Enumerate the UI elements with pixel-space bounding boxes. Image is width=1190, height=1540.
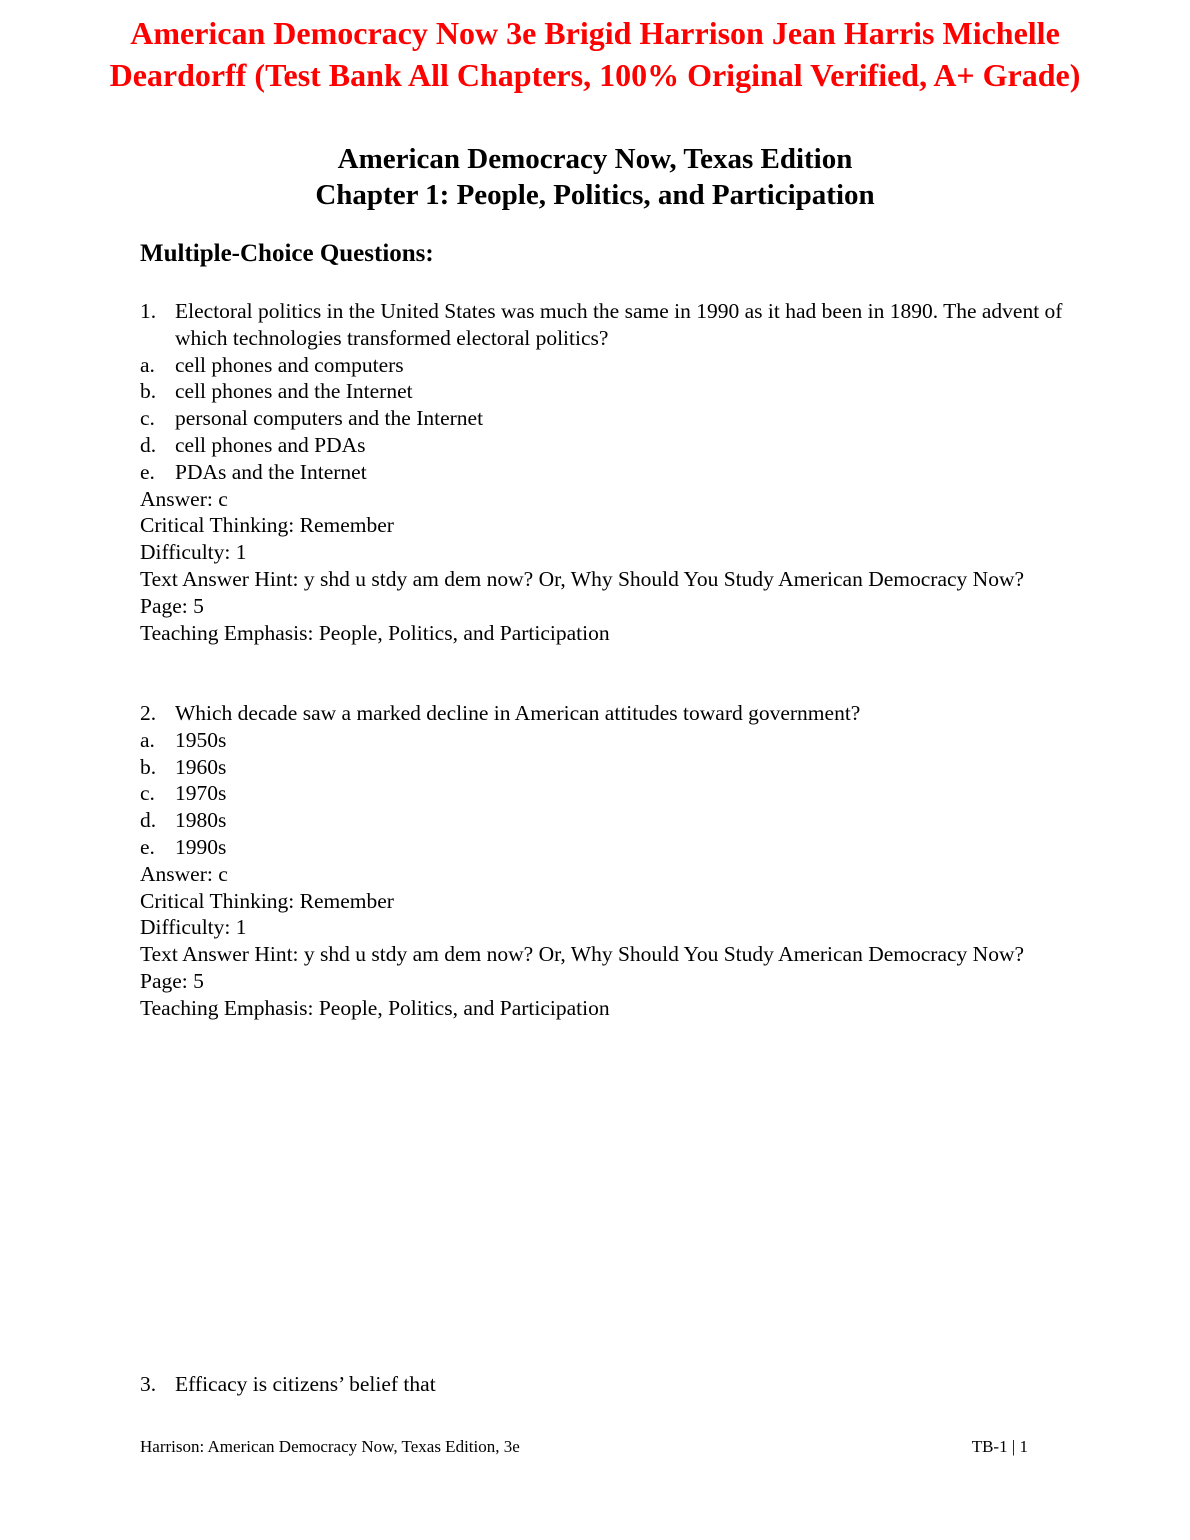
question-number: 3. [140, 1372, 157, 1396]
question-text: Electoral politics in the United States was much the same in 1990 as it had been in 1890. The advent of which technologies transformed electoral politics? [175, 299, 1063, 350]
answer: Answer: c [140, 486, 228, 511]
page-reference: Page: 5 [140, 593, 204, 618]
question-3 [140, 1371, 1070, 1398]
option-letter: c. [140, 406, 155, 431]
text-answer-hint: Text Answer Hint: y shd u stdy am dem now? Or, Why Should You Study American Democracy Now? [140, 942, 1025, 967]
teaching-emphasis: Teaching Emphasis: People, Politics, and Participation [140, 995, 610, 1020]
footer-book-reference: Harrison: American Democracy Now, Texas Edition, 3e [140, 1437, 520, 1456]
question-number: 2. [140, 701, 157, 725]
option-text: cell phones and computers [175, 352, 404, 377]
critical-thinking: Critical Thinking: Remember [140, 888, 394, 913]
option-c [140, 780, 1070, 807]
option-e [140, 459, 1070, 486]
question-text: Efficacy is citizens’ belief that [175, 1372, 436, 1396]
question-number: 1. [140, 299, 157, 323]
option-letter: a. [140, 352, 155, 377]
option-b [140, 378, 1070, 405]
option-text: 1980s [175, 808, 227, 833]
section-heading: Multiple-Choice Questions: [140, 240, 434, 267]
option-text: 1960s [175, 754, 227, 779]
footer-page-number: TB-1 | 1 [971, 1437, 1028, 1456]
option-e [140, 834, 1070, 861]
difficulty: Difficulty: 1 [140, 540, 247, 565]
option-letter: a. [140, 727, 155, 752]
page-footer [140, 1437, 1028, 1457]
difficulty: Difficulty: 1 [140, 915, 247, 940]
option-b [140, 754, 1070, 781]
document-subtitle [0, 141, 1190, 213]
option-a [140, 727, 1070, 754]
document-title: American Democracy Now 3e Brigid Harrison Jean Harris Michelle Deardorff (Test Bank All Chapters, 100% Original Verified, A+ Grade) [109, 15, 1081, 93]
option-c [140, 405, 1070, 432]
option-text: cell phones and the Internet [175, 379, 413, 404]
text-answer-hint: Text Answer Hint: y shd u stdy am dem now? Or, Why Should You Study American Democracy Now? [140, 566, 1025, 591]
option-letter: c. [140, 781, 155, 806]
book-title: American Democracy Now, Texas Edition [337, 143, 853, 175]
option-letter: d. [140, 432, 157, 457]
option-text: PDAs and the Internet [175, 459, 367, 484]
critical-thinking: Critical Thinking: Remember [140, 513, 394, 538]
answer: Answer: c [140, 861, 228, 886]
option-letter: e. [140, 834, 155, 859]
option-d [140, 807, 1070, 834]
question-text: Which decade saw a marked decline in American attitudes toward government? [175, 701, 861, 725]
option-letter: d. [140, 808, 157, 833]
question-2 [140, 700, 1070, 1022]
chapter-title: Chapter 1: People, Politics, and Participation [315, 179, 875, 211]
option-letter: b. [140, 379, 157, 404]
option-d [140, 432, 1070, 459]
option-text: 1970s [175, 781, 227, 806]
option-text: 1990s [175, 834, 227, 859]
option-text: 1950s [175, 727, 227, 752]
page-reference: Page: 5 [140, 968, 204, 993]
option-letter: e. [140, 459, 155, 484]
option-text: cell phones and PDAs [175, 432, 366, 457]
question-1 [140, 298, 1070, 646]
teaching-emphasis: Teaching Emphasis: People, Politics, and Participation [140, 620, 610, 645]
option-letter: b. [140, 754, 157, 779]
option-a [140, 352, 1070, 379]
option-text: personal computers and the Internet [175, 406, 484, 431]
